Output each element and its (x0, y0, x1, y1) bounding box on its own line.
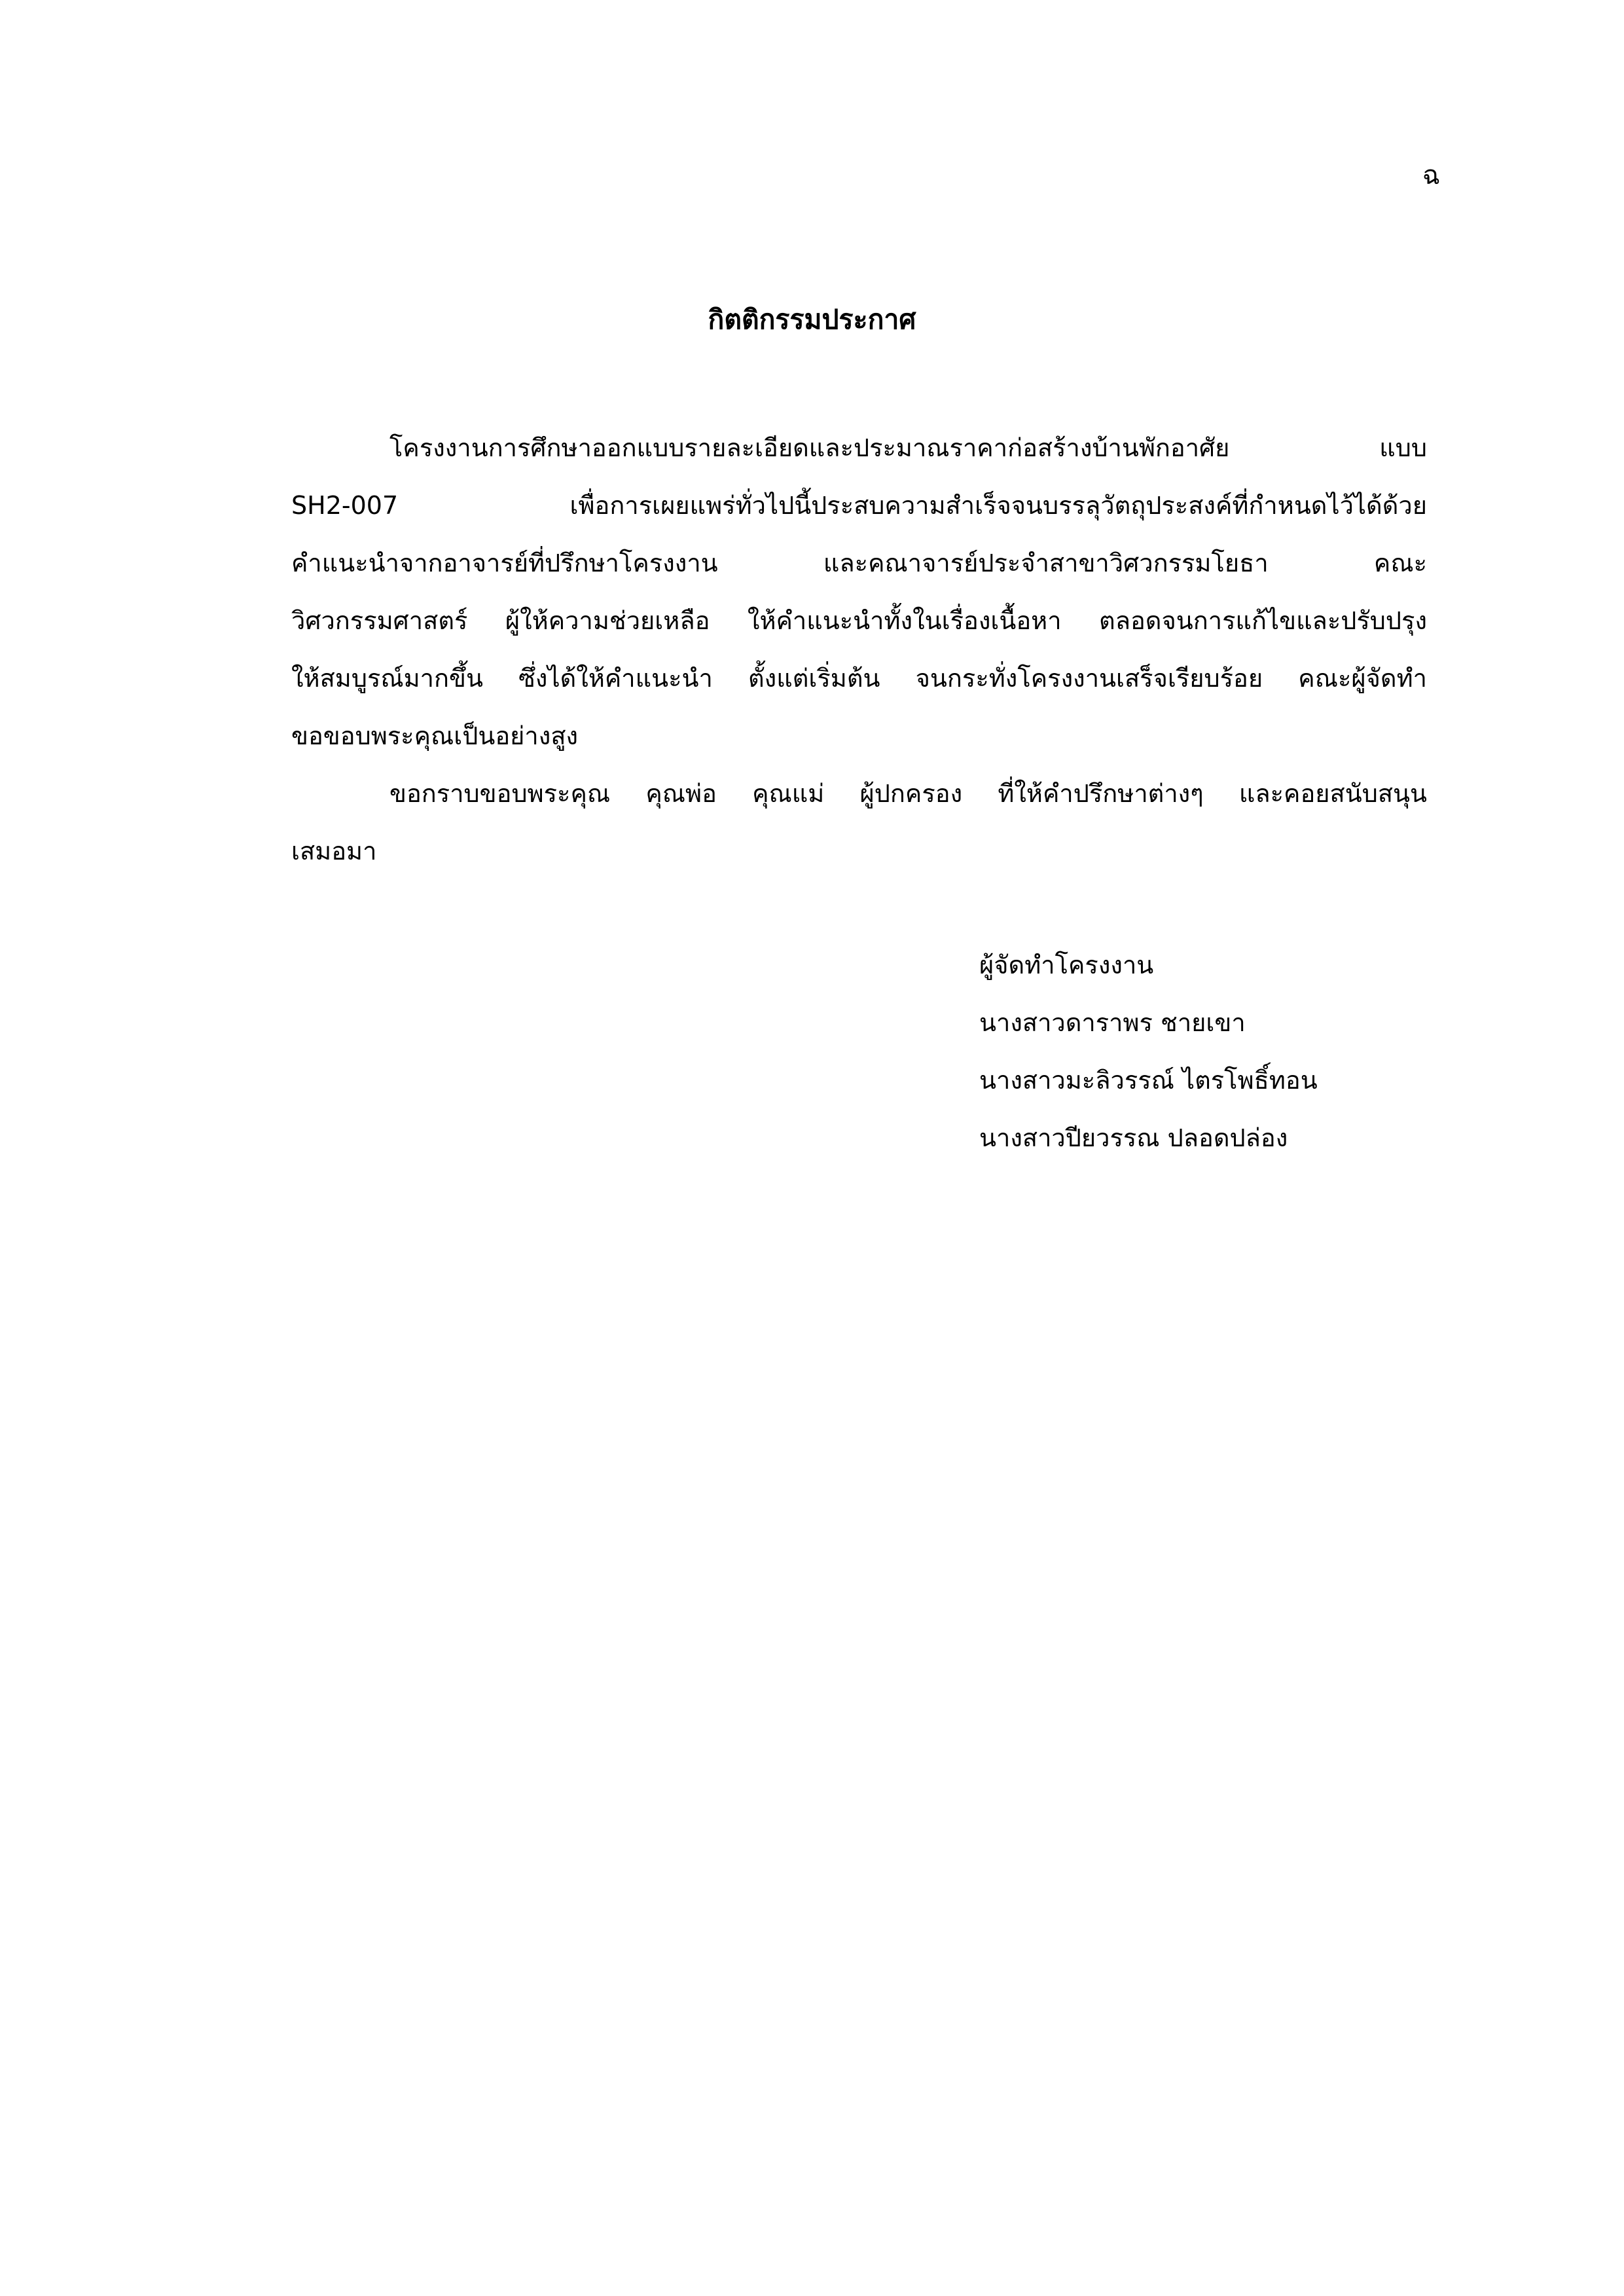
paragraph-1-line-3: คำแนะนำจากอาจารย์ที่ปรึกษาโครงงาน และคณาจารย์ประจำสาขาวิศวกรรมโยธา คณะ (291, 549, 1427, 577)
signature-heading: ผู้จัดทำโครงงาน (979, 951, 1154, 979)
page-title: กิตติกรรมประกาศ (708, 304, 916, 335)
paragraph-2-line-1: ขอกราบขอบพระคุณ คุณพ่อ คุณแม่ ผู้ปกครอง ที่ให้คำปรึกษาต่างๆ และคอยสนับสนุน (389, 779, 1427, 808)
author-name: นางสาวดาราพร ชายเขา (979, 1008, 1246, 1037)
page-number: ฉ (1422, 160, 1440, 191)
paragraph-2-line-2: เสมอมา (291, 837, 377, 866)
paragraph-1-line-6: ขอขอบพระคุณเป็นอย่างสูง (291, 721, 579, 750)
acknowledgment-body (291, 419, 1427, 880)
paragraph-1-line-1: โครงงานการศึกษาออกแบบรายละเอียดและประมาณราคาก่อสร้างบ้านพักอาศัย แบบ (389, 433, 1427, 462)
author-name: นางสาวมะลิวรรณ์ ไตรโพธิ์ทอน (979, 1066, 1318, 1095)
paragraph-2 (291, 765, 1427, 880)
paragraph-1 (291, 419, 1427, 765)
paragraph-1-line-5: ให้สมบูรณ์มากขึ้น ซึ่งได้ให้คำแนะนำ ตั้งแต่เริ่มต้น จนกระทั่งโครงงานเสร็จเรียบร้อย คณะผู้จัดทำ (291, 664, 1427, 693)
paragraph-1-line-4: วิศวกรรมศาสตร์ ผู้ให้ความช่วยเหลือ ให้คำแนะนำทั้งในเรื่องเนื้อหา ตลอดจนการแก้ไขและปรับปรุง (291, 606, 1427, 635)
author-name: นางสาวปียวรรณ ปลอดปล่อง (979, 1123, 1288, 1152)
signature-block (979, 936, 1437, 1167)
paragraph-1-line-2: SH2-007 เพื่อการเผยแพร่ทั่วไปนี้ประสบความสำเร็จจนบรรลุวัตถุประสงค์ที่กำหนดไว้ได้ด้วย (291, 491, 1427, 520)
